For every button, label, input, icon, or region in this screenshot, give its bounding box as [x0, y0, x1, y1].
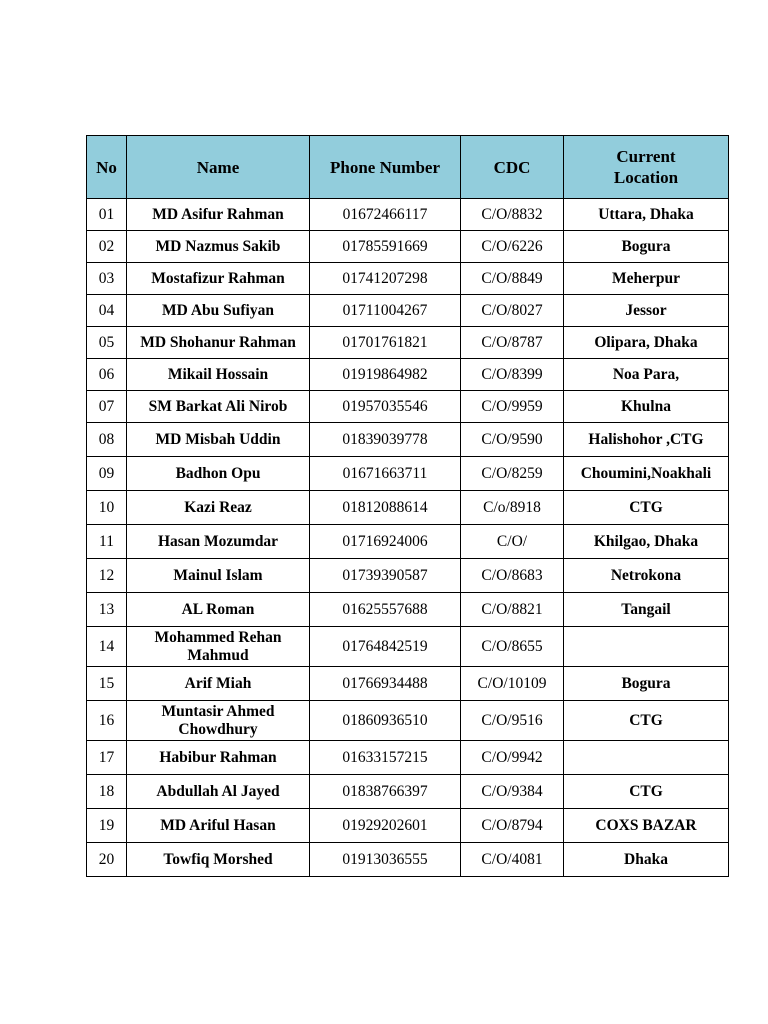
row-cdc: C/O/9384 — [461, 775, 564, 809]
row-location — [564, 627, 729, 667]
row-name: MD Abu Sufiyan — [127, 295, 310, 327]
row-cdc: C/O/4081 — [461, 843, 564, 877]
row-name-line1: Mohammed Rehan — [154, 628, 282, 646]
row-no: 18 — [87, 775, 127, 809]
row-phone: 01919864982 — [310, 359, 461, 391]
header-name: Name — [127, 136, 310, 199]
row-cdc: C/O/9942 — [461, 741, 564, 775]
table-row — [87, 525, 729, 559]
row-phone: 01741207298 — [310, 263, 461, 295]
row-name: Mikail Hossain — [127, 359, 310, 391]
row-location: CTG — [564, 775, 729, 809]
row-no: 19 — [87, 809, 127, 843]
row-cdc: C/O/8027 — [461, 295, 564, 327]
table-row — [87, 741, 729, 775]
row-cdc: C/O/ — [461, 525, 564, 559]
table-header-row — [87, 136, 729, 199]
row-phone: 01633157215 — [310, 741, 461, 775]
row-name: AL Roman — [127, 593, 310, 627]
row-name: Hasan Mozumdar — [127, 525, 310, 559]
table-row — [87, 359, 729, 391]
table-row — [87, 775, 729, 809]
table-row — [87, 231, 729, 263]
row-location: CTG — [564, 701, 729, 741]
table-row — [87, 701, 729, 741]
row-location: CTG — [564, 491, 729, 525]
row-no: 08 — [87, 423, 127, 457]
row-cdc: C/O/8787 — [461, 327, 564, 359]
header-location-line2: Location — [613, 168, 679, 187]
row-cdc: C/O/8399 — [461, 359, 564, 391]
row-location: Bogura — [564, 667, 729, 701]
table-row — [87, 457, 729, 491]
table-row — [87, 843, 729, 877]
row-location: Uttara, Dhaka — [564, 199, 729, 231]
row-phone: 01711004267 — [310, 295, 461, 327]
row-no: 05 — [87, 327, 127, 359]
row-phone: 01812088614 — [310, 491, 461, 525]
row-cdc: C/O/8655 — [461, 627, 564, 667]
row-name: MD Misbah Uddin — [127, 423, 310, 457]
row-cdc: C/O/8849 — [461, 263, 564, 295]
row-no: 12 — [87, 559, 127, 593]
row-no: 02 — [87, 231, 127, 263]
row-no: 09 — [87, 457, 127, 491]
row-name-line2: Chowdhury — [178, 720, 258, 738]
header-phone: Phone Number — [310, 136, 461, 199]
row-cdc: C/O/9516 — [461, 701, 564, 741]
row-name: MD Ariful Hasan — [127, 809, 310, 843]
row-location: Dhaka — [564, 843, 729, 877]
row-phone: 01671663711 — [310, 457, 461, 491]
table-row — [87, 199, 729, 231]
row-name: Badhon Opu — [127, 457, 310, 491]
row-cdc: C/O/9590 — [461, 423, 564, 457]
row-cdc: C/O/9959 — [461, 391, 564, 423]
row-cdc: C/O/8832 — [461, 199, 564, 231]
row-name-line1: Muntasir Ahmed — [161, 702, 275, 720]
row-name: SM Barkat Ali Nirob — [127, 391, 310, 423]
row-no: 03 — [87, 263, 127, 295]
table-row — [87, 263, 729, 295]
row-phone: 01785591669 — [310, 231, 461, 263]
row-phone: 01625557688 — [310, 593, 461, 627]
table-row — [87, 391, 729, 423]
row-name: Mostafizur Rahman — [127, 263, 310, 295]
row-name: Habibur Rahman — [127, 741, 310, 775]
row-phone: 01860936510 — [310, 701, 461, 741]
table-row — [87, 593, 729, 627]
row-location: Halishohor ,CTG — [564, 423, 729, 457]
table-row — [87, 627, 729, 667]
row-name — [127, 701, 310, 741]
row-no: 13 — [87, 593, 127, 627]
row-no: 16 — [87, 701, 127, 741]
row-name: Abdullah Al Jayed — [127, 775, 310, 809]
table-row — [87, 423, 729, 457]
row-no: 14 — [87, 627, 127, 667]
table-row — [87, 809, 729, 843]
row-location: Olipara, Dhaka — [564, 327, 729, 359]
row-phone: 01913036555 — [310, 843, 461, 877]
table-row — [87, 295, 729, 327]
header-location — [564, 136, 729, 199]
row-phone: 01701761821 — [310, 327, 461, 359]
row-location: Bogura — [564, 231, 729, 263]
table-row — [87, 667, 729, 701]
row-phone: 01838766397 — [310, 775, 461, 809]
row-name: MD Shohanur Rahman — [127, 327, 310, 359]
row-no: 20 — [87, 843, 127, 877]
row-phone: 01716924006 — [310, 525, 461, 559]
contact-table — [86, 135, 729, 877]
row-location: Meherpur — [564, 263, 729, 295]
row-cdc: C/o/8918 — [461, 491, 564, 525]
row-location: Jessor — [564, 295, 729, 327]
row-location: Noa Para, — [564, 359, 729, 391]
row-location: Netrokona — [564, 559, 729, 593]
row-no: 15 — [87, 667, 127, 701]
row-phone: 01672466117 — [310, 199, 461, 231]
row-name: MD Nazmus Sakib — [127, 231, 310, 263]
table-row — [87, 327, 729, 359]
header-no: No — [87, 136, 127, 199]
row-no: 07 — [87, 391, 127, 423]
row-name: MD Asifur Rahman — [127, 199, 310, 231]
row-name: Kazi Reaz — [127, 491, 310, 525]
row-cdc: C/O/8794 — [461, 809, 564, 843]
row-cdc: C/O/8683 — [461, 559, 564, 593]
row-no: 17 — [87, 741, 127, 775]
row-location: Tangail — [564, 593, 729, 627]
header-location-line1: Current — [616, 147, 676, 166]
row-location: Khilgao, Dhaka — [564, 525, 729, 559]
row-no: 10 — [87, 491, 127, 525]
row-cdc: C/O/8821 — [461, 593, 564, 627]
row-phone: 01764842519 — [310, 627, 461, 667]
row-name — [127, 627, 310, 667]
row-location — [564, 741, 729, 775]
row-no: 06 — [87, 359, 127, 391]
row-phone: 01766934488 — [310, 667, 461, 701]
row-phone: 01929202601 — [310, 809, 461, 843]
header-cdc: CDC — [461, 136, 564, 199]
row-phone: 01739390587 — [310, 559, 461, 593]
row-cdc: C/O/8259 — [461, 457, 564, 491]
row-no: 11 — [87, 525, 127, 559]
row-name: Arif Miah — [127, 667, 310, 701]
row-cdc: C/O/10109 — [461, 667, 564, 701]
row-no: 01 — [87, 199, 127, 231]
row-cdc: C/O/6226 — [461, 231, 564, 263]
row-phone: 01839039778 — [310, 423, 461, 457]
row-name-line2: Mahmud — [187, 646, 249, 664]
row-no: 04 — [87, 295, 127, 327]
table-row — [87, 559, 729, 593]
table-row — [87, 491, 729, 525]
row-phone: 01957035546 — [310, 391, 461, 423]
row-location: Choumini,Noakhali — [564, 457, 729, 491]
row-location: COXS BAZAR — [564, 809, 729, 843]
row-name: Towfiq Morshed — [127, 843, 310, 877]
row-name: Mainul Islam — [127, 559, 310, 593]
row-location: Khulna — [564, 391, 729, 423]
